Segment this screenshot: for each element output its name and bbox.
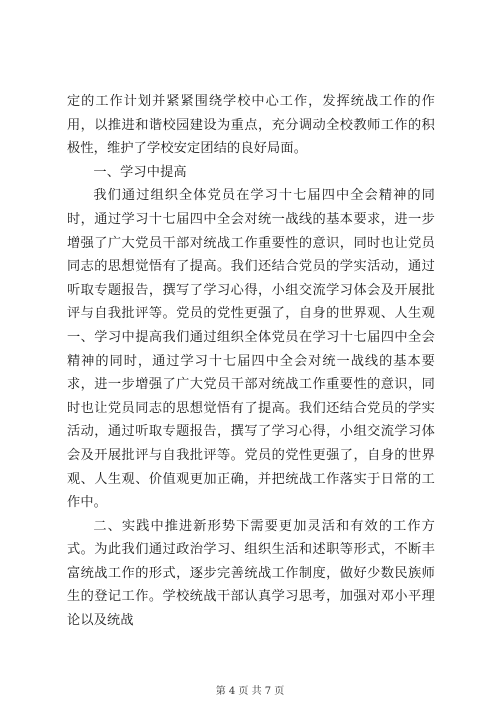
paragraph-intro: 定的工作计划并紧紧围绕学校中心工作，发挥统战工作的作用，以推进和谐校园建设为重点，充分调动全校教师工作的积极性，维护了学校安定团结的良好局面。 <box>67 94 435 157</box>
paragraph-practice: 二、实践中推进新形势下需要更加灵活和有效的工作方式。为此我们通过政治学习、组织生活和述职等形式，不断丰富统战工作的形式，逐步完善统战工作制度，做好少数民族师生的登记工作。学校统战干部认真学习思考，加强对邓小平理论以及统战 <box>67 518 435 629</box>
document-body <box>67 90 435 633</box>
section-heading-study: 一、学习中提高 <box>93 164 187 180</box>
page-number-footer: 第 4 页 共 7 页 <box>215 686 285 697</box>
paragraph-study: 我们通过组织全体党员在学习十七届四中全会精神的同时，通过学习十七届四中全会对统一战线的基本要求，进一步增强了广大党员干部对统战工作重要性的意识，同时也让党员同志的思想觉悟有了提高。我们还结合党员的学实活动，通过听取专题报告，撰写了学习心得，小组交流学习体会及开展批评与自我批评等。党员的党性更强了，自身的世界观、人生观一、学习中提高我们通过组织全体党员在学习十七届四中全会精神的同时，通过学习十七届四中全会对统一战线的基本要求，进一步增强了广大党员干部对统战工作重要性的意识，同时也让党员同志的思想觉悟有了提高。我们还结合党员的学实活动，通过听取专题报告，撰写了学习心得，小组交流学习体会及开展批评与自我批评等。党员的党性更强了，自身的世界观、人生观、价值观更加正确，并把统战工作落实于日常的工作中。 <box>67 188 435 511</box>
